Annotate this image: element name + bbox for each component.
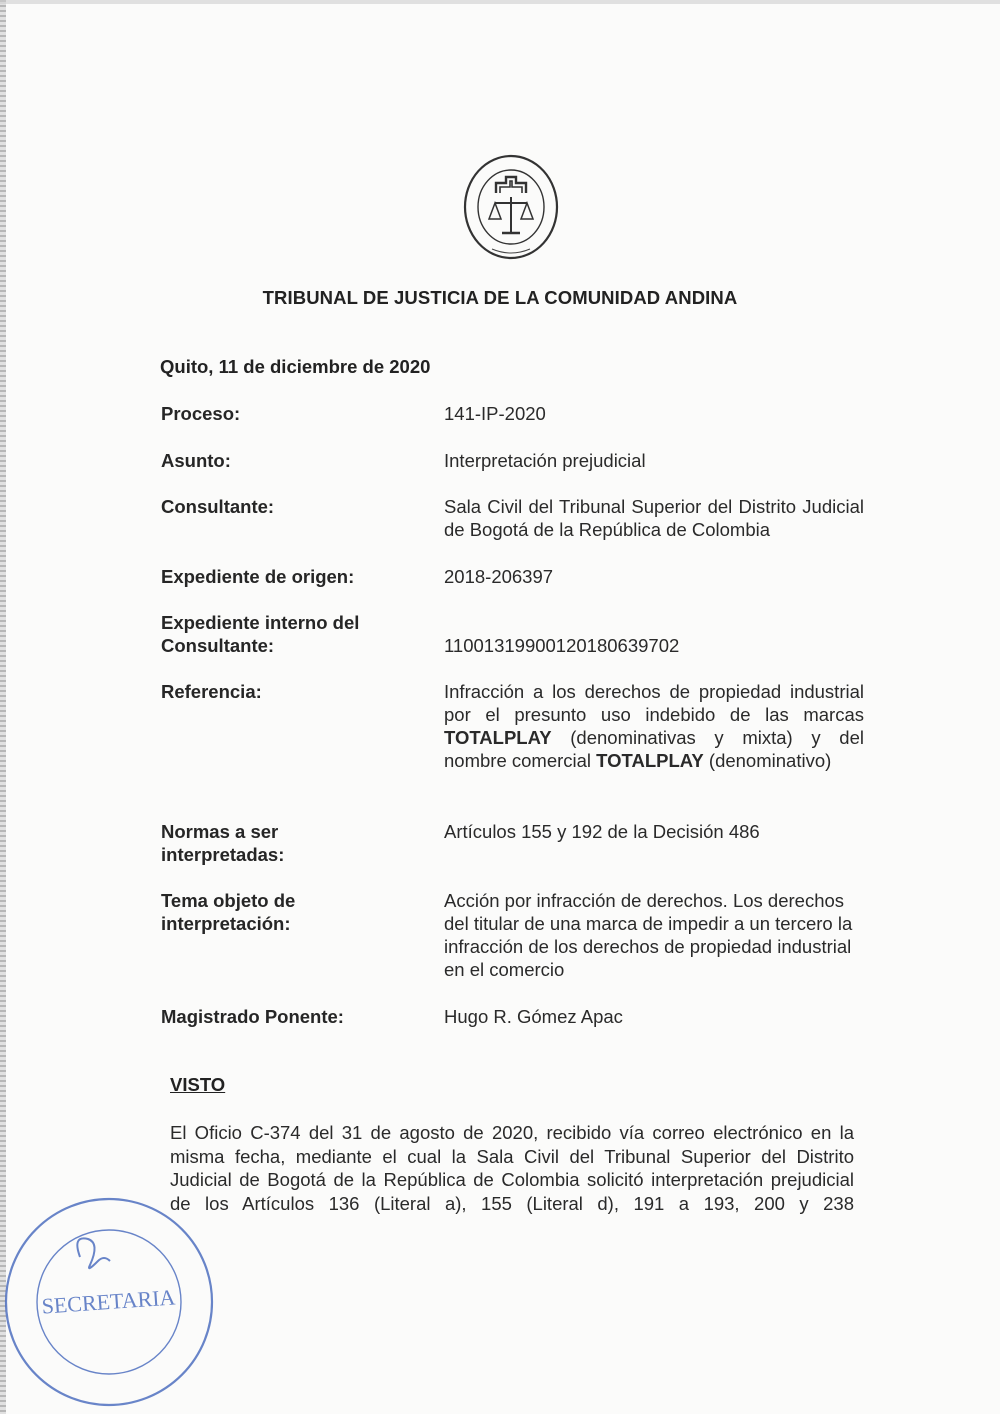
field-value: Sala Civil del Tribunal Superior del Distrito Judicial de Bogotá de la República de Colombia	[444, 496, 864, 540]
referencia-text: (denominativas y mixta) y del nombre comercial	[444, 727, 864, 771]
page-title: TRIBUNAL DE JUSTICIA DE LA COMUNIDAD ANDINA	[262, 287, 738, 308]
field-label: Referencia:	[161, 681, 262, 702]
field-value: Interpretación prejudicial	[444, 450, 646, 471]
field-label: Consultante:	[161, 496, 275, 517]
stamp-center-text: SECRETARIA	[40, 1284, 177, 1319]
field-label: Expediente interno del Consultante:	[161, 612, 360, 656]
field-value: 11001319900120180639702	[444, 635, 680, 656]
field-value: 141-IP-2020	[444, 403, 546, 424]
visto-paragraph: El Oficio C-374 del 31 de agosto de 2020, recibido vía correo electrónico en la misma fecha, mediante el cual la Sala Civil del Tribunal Superior del Distrito Judicial de Bogotá de la República de Colombia solicitó interpretación prejudicial de los Artículos 136 (Literal a), 155 (Literal d), 191 a 193, 200 y 238	[170, 1122, 854, 1214]
section-heading-visto: VISTO	[170, 1074, 226, 1095]
referencia-text: (denominativo)	[703, 750, 832, 771]
field-label: Proceso:	[161, 403, 241, 424]
field-value: Acción por infracción de derechos. Los derechos del titular de una marca de impedir a un tercero la infracción de los derechos de propiedad industrial en el comercio	[444, 890, 853, 980]
field-label: Magistrado Ponente:	[161, 1006, 344, 1027]
field-label: Tema objeto de interpretación:	[161, 890, 296, 934]
date-line: Quito, 11 de diciembre de 2020	[160, 356, 431, 377]
field-label: Normas a ser interpretadas:	[161, 821, 285, 865]
tribunal-seal-logo	[462, 153, 560, 265]
field-value: 2018-206397	[444, 566, 554, 587]
brand-name: TOTALPLAY	[596, 750, 704, 771]
field-value: Artículos 155 y 192 de la Decisión 486	[444, 821, 760, 842]
referencia-text: Infracción a los derechos de propiedad industrial por el presunto uso indebido de las marcas	[444, 681, 864, 725]
scan-edge-top	[0, 0, 1000, 4]
brand-name: TOTALPLAY	[444, 727, 552, 748]
field-label: Asunto:	[161, 450, 231, 471]
field-value	[444, 680, 864, 772]
secretaria-stamp	[2, 1195, 216, 1409]
field-label: Expediente de origen:	[161, 566, 355, 587]
field-value: Hugo R. Gómez Apac	[444, 1006, 623, 1027]
